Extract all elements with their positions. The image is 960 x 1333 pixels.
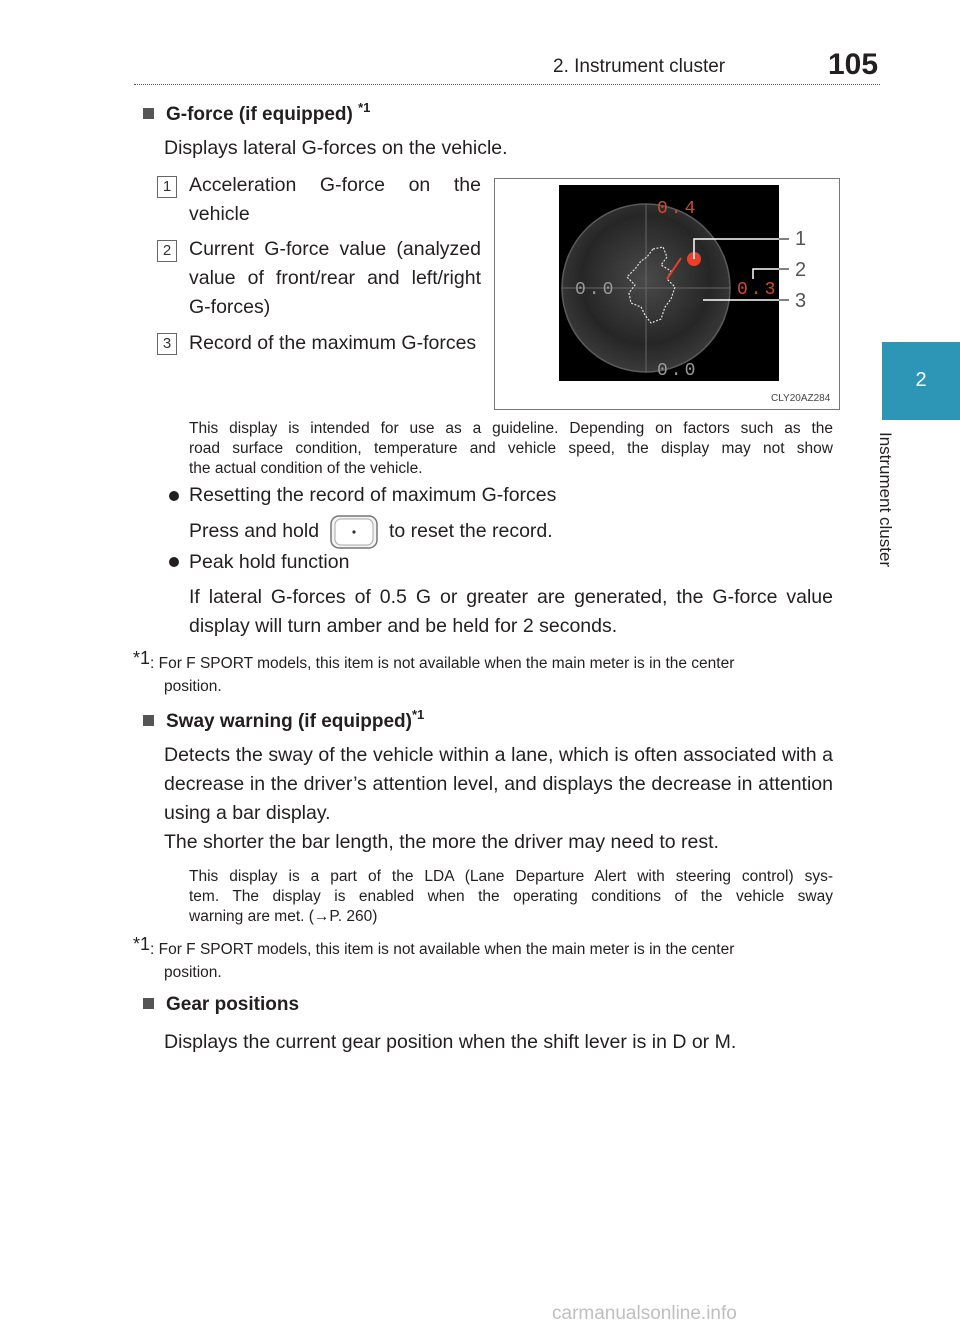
gear-heading [143,994,299,1016]
chapter-tab [882,342,960,418]
figure-code: CLY20AZ284 [771,393,831,404]
peak-line-2: display will turn amber and be held for 2 seconds. [189,615,618,637]
note-line-3: warning are met. (→P. 260) [189,908,378,925]
square-bullet-icon [143,998,154,1009]
item-2-line-2: value of front/rear and left/right [189,267,481,289]
rear-value: 0.0 [657,361,699,381]
peak-title: Peak hold function [189,551,350,573]
round-bullet-icon [169,557,179,567]
note-line-1: This display is a part of the LDA (Lane Departure Alert with steering control) sys- [189,868,833,885]
item-number-3: 3 [157,333,177,355]
header-divider [134,84,880,85]
footnote-marker: *1 [133,648,151,668]
gear-heading-text: Gear positions [166,994,300,1015]
reset-title: Resetting the record of maximum G-forces [189,484,557,506]
running-header: 2. Instrument cluster [553,56,726,77]
sway-line-4: The shorter the bar length, the more the driver may need to rest. [164,831,719,853]
gforce-display-illustration [495,179,839,409]
gforce-display-figure [494,178,840,410]
note-line-3: the actual condition of the vehicle. [189,460,423,477]
front-value: 0.4 [657,199,699,219]
item-number-1: 1 [157,176,177,198]
sway-heading [143,707,424,733]
gforce-heading-text: G-force (if equipped) [166,104,359,125]
sway-line-2: decrease in the driver’s attention level, and displays the decrease in attention [164,773,833,795]
footnote-ref: *1 [358,100,371,115]
item-3-line-1: Record of the maximum G-forces [189,332,477,354]
sway-heading-text: Sway warning (if equipped) [166,711,412,732]
square-bullet-icon [143,108,154,119]
left-value: 0.0 [575,280,617,300]
footnote-line-2: position. [164,964,222,981]
item-1-line-1: Acceleration G-force on the [189,174,481,196]
reset-instruction-pre: Press and hold [189,520,320,542]
item-2-line-3: G-forces) [189,296,271,318]
callout-label-1: 1 [795,228,807,250]
right-value: 0.3 [737,280,779,300]
guideline-note [189,419,833,479]
chapter-number: 2 [915,368,927,391]
reset-instruction-post: to reset the record. [389,520,553,542]
gforce-description: Displays lateral G-forces on the vehicle. [164,137,508,159]
callout-label-3: 3 [795,290,807,312]
note-line-1: This display is intended for use as a guideline. Depending on factors such as the [189,420,833,437]
footnote-ref: *1 [411,707,425,722]
peak-line-1: If lateral G-forces of 0.5 G or greater are generated, the G-force value [189,586,833,608]
footnote-line-1: : For F SPORT models, this item is not available when the main meter is in the center [150,941,735,958]
footnote-gforce [133,648,734,673]
note-line-2: road surface condition, temperature and vehicle speed, the display may not show [189,440,833,457]
steering-switch-button-icon [324,514,384,550]
note-line-2: tem. The display is enabled when the operating conditions of the vehicle sway [189,888,833,905]
page-number: 105 [828,48,879,81]
footnote-line-2: position. [164,678,222,695]
chapter-tab-rule [882,418,960,420]
item-1-line-2: vehicle [189,203,250,225]
chapter-label-text: Instrument cluster [876,432,895,568]
lda-note [189,867,833,927]
footnote-sway [133,934,734,959]
callout-label-2: 2 [795,259,807,281]
footer-watermark: carmanualsonline.info [552,1303,737,1324]
sway-line-1: Detects the sway of the vehicle within a lane, which is often associated with a [164,744,833,766]
sway-line-3: using a bar display. [164,802,331,824]
gforce-heading [143,100,370,126]
gear-description: Displays the current gear position when the shift lever is in D or M. [164,1031,737,1053]
item-2-line-1: Current G-force value (analyzed [189,238,481,260]
item-number-2: 2 [157,240,177,262]
square-bullet-icon [143,715,154,726]
footnote-line-1: : For F SPORT models, this item is not available when the main meter is in the center [150,655,735,672]
footnote-marker: *1 [133,934,151,954]
round-bullet-icon [169,491,179,501]
